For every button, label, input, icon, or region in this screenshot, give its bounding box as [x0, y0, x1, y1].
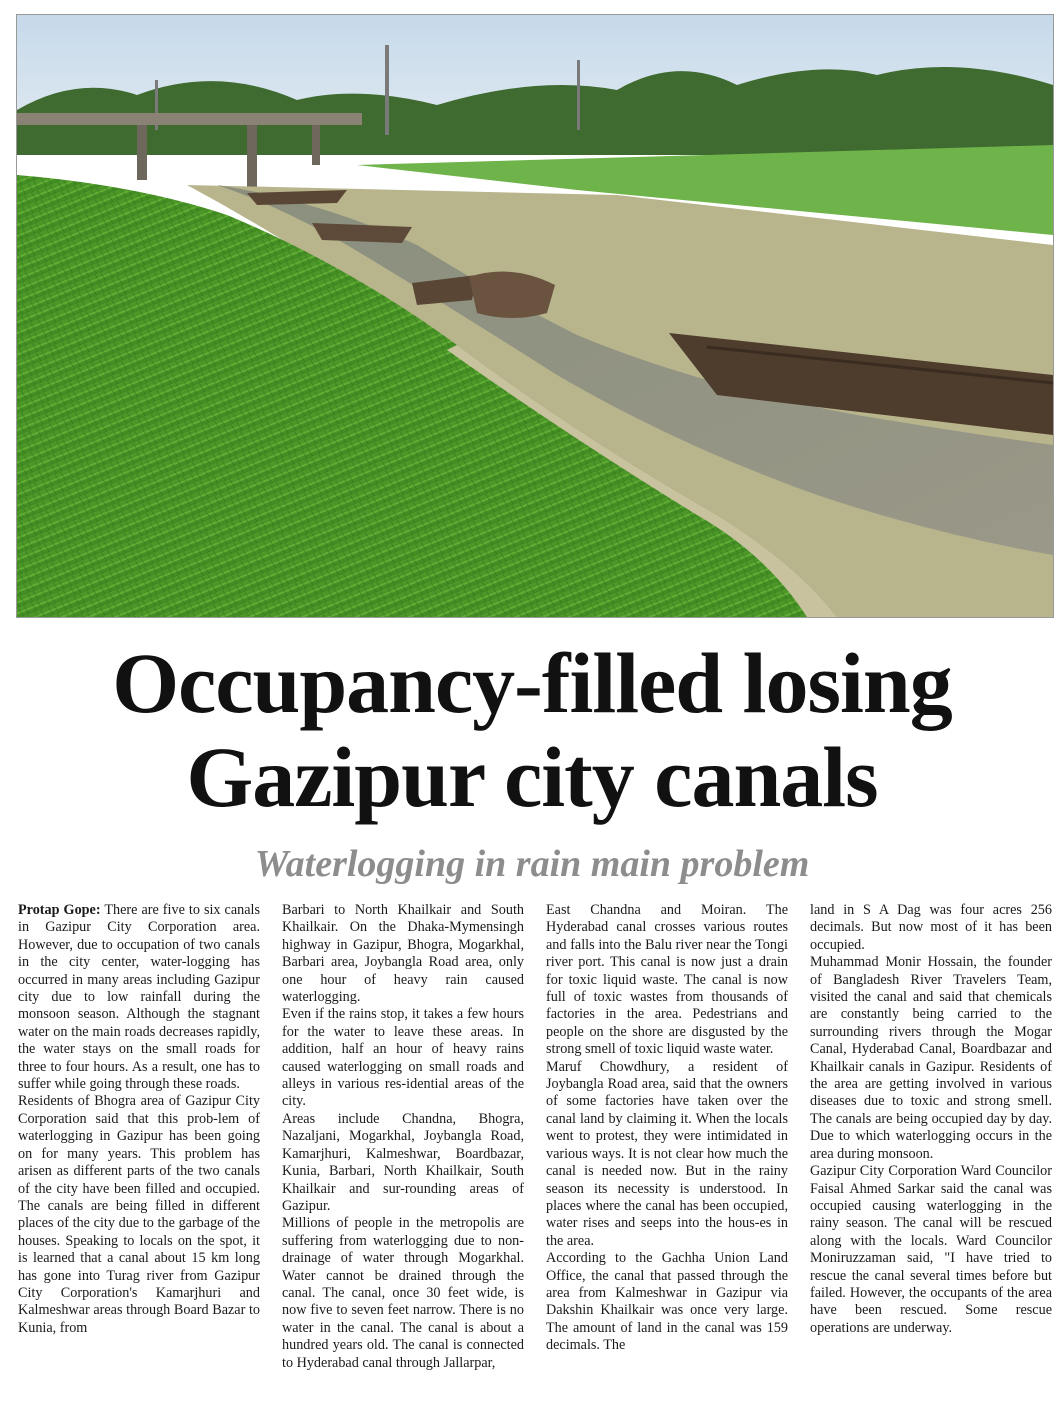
- paragraph: According to the Gachha Union Land Office, the canal that passed through the area from Kalmeshwar in Gazipur via Dakshin Khailkair was once very large. The amount of land in the canal was 159 decimals. The: [546, 1250, 788, 1354]
- paragraph: Residents of Bhogra area of Gazipur City Corporation said that this prob-lem of waterlogging in Gazipur has been going on for many years. This problem has arisen as different parts of the two canals of the city have been filled and occupied. The canals are being filled in different places of the city due to the garbage of the houses. Speaking to locals on the spot, it is learned that a canal about 15 km long has gone into Turag river from Gazipur City Corporation's Kamarjhuri and Kalmeshwar areas through Board Bazar to Kunia, from: [18, 1093, 260, 1336]
- article-column-3: [546, 902, 788, 1410]
- headline-line-2: Gazipur city canals: [186, 729, 878, 825]
- paragraph: Areas include Chandna, Bhogra, Nazaljani, Mogarkhal, Joybangla Road, Kamarjhuri, Kalmeshwar, Boardbazar, Kunia, Barbari, North Khailkair, South Khailkair and sur-rounding areas of Gazipur.: [282, 1110, 524, 1214]
- paragraph: Even if the rains stop, it takes a few hours for the water to leave these areas. In addition, half an hour of heavy rains caused waterlogging on small roads and alleys in various res-idential areas of the city.: [282, 1006, 524, 1110]
- paragraph: East Chandna and Moiran. The Hyderabad canal crosses various routes and falls into the Balu river near the Tongi river port. This canal is now just a drain for toxic liquid waste. The canal is now full of toxic wastes from thousands of factories in the area. Pedestrians and people on the shore are disgusted by the strong smell of toxic liquid waste water.: [546, 902, 788, 1058]
- paragraph: land in S A Dag was four acres 256 decimals. But now most of it has been occupied.: [810, 902, 1052, 953]
- article-body: [18, 902, 1052, 1410]
- paragraph: Maruf Chowdhury, a resident of Joybangla Road area, said that the owners of some factories have taken over the canal land by claiming it. When the locals went to protest, they were intimidated in various ways. It is not clear how much the canal is needed now. But in the rainy season its necessity is understood. In places where the canal has been occupied, water rises and seeps into the hous-es in the area.: [546, 1058, 788, 1249]
- canal-photo: [16, 14, 1054, 618]
- article-column-2: [282, 902, 524, 1410]
- subheadline: Waterlogging in rain main problem: [254, 843, 810, 885]
- paragraph: Millions of people in the metropolis are suffering from waterlogging due to non-drainage of water through Mogarkhal. Water cannot be drained through the canal. The canal, once 30 feet wide, is now five to seven feet narrow. There is no water in the canal. The canal is about a hundred years old. The canal is connected to Hyderabad canal through Jallarpar,: [282, 1215, 524, 1371]
- paragraph: Barbari to North Khailkair and South Khailkair. On the Dhaka-Mymensingh highway in Gazipur, Bhogra, Mogarkhal, Barbari area, Joybangla Road area, only one hour of heavy rain caused waterlogging.: [282, 902, 524, 1006]
- byline: Protap Gope:: [18, 902, 101, 918]
- paragraph: Gazipur City Corporation Ward Councilor Faisal Ahmed Sarkar said the canal was occupied causing waterlogging in the rainy season. The canal will be rescued along with the locals. Ward Councilor Moniruzzaman said, "I have tried to rescue the canal several times before but failed. However, the occupants of the area have been rescued. Some rescue operations are underway.: [810, 1163, 1052, 1336]
- article-column-1: [18, 902, 260, 1410]
- headline-line-1: Occupancy-filled losing: [112, 635, 952, 731]
- paragraph: Muhammad Monir Hossain, the founder of Bangladesh River Travelers Team, visited the canal and said that chemicals are constantly being carried to the surrounding rivers through the Mogar Canal, Hyderabad Canal, Boardbazar and Khailkair canals in Gazipur. Residents of the area are getting involved in various diseases due to toxic and strong smell. The canals are being occupied day by day. Due to which waterlogging occurs in the area during monsoon.: [810, 954, 1052, 1162]
- paragraph: Protap Gope: There are five to six canals in Gazipur City Corporation area. However, due to occupation of two canals in the city center, water-logging has occurred in many areas including Gazipur city due to low rainfall during the monsoon season. Although the stagnant water on the main roads decreases rapidly, the water stays on the small roads for three to four hours. As a result, one has to suffer while going through these roads.: [18, 902, 260, 1093]
- canal-illustration: [17, 15, 1053, 617]
- article-column-4: [810, 902, 1052, 1410]
- headline: [0, 636, 1064, 824]
